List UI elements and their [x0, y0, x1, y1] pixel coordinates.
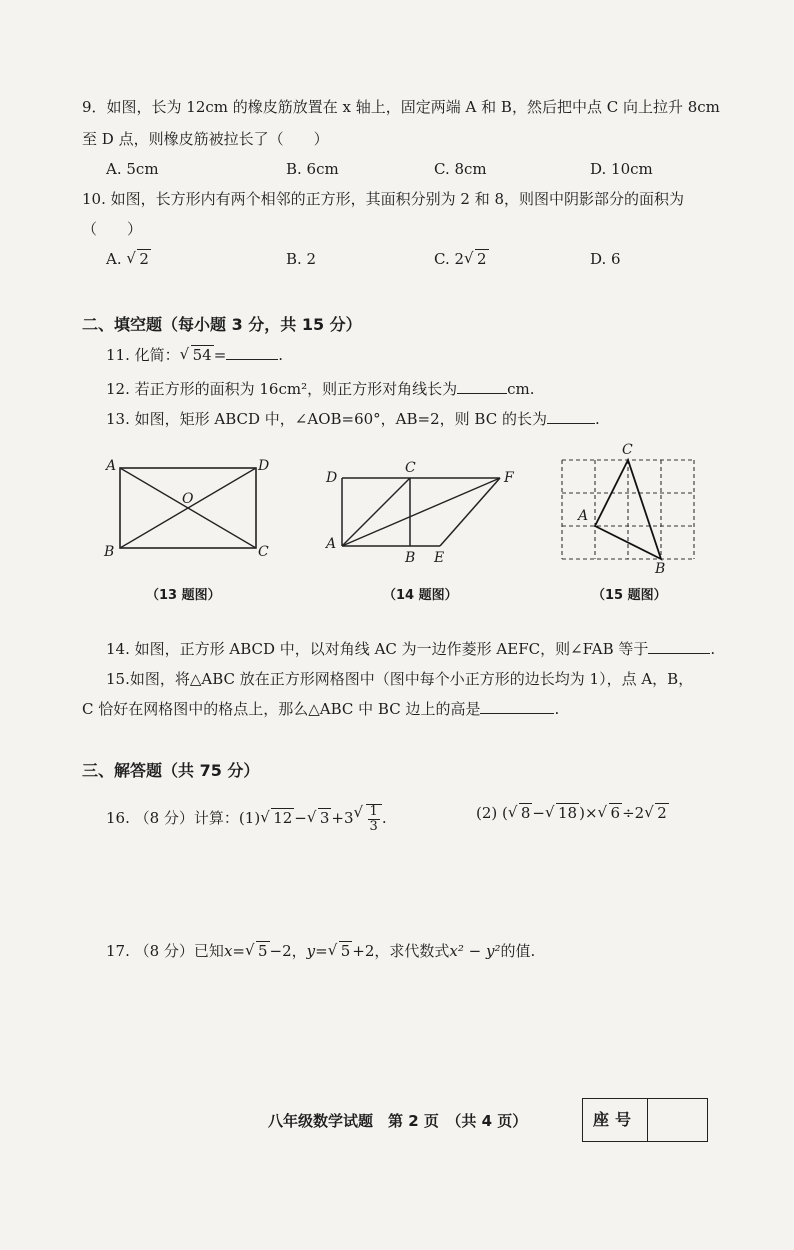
fig13-label-b: B [104, 544, 115, 560]
q9-option-b: B. 6cm [286, 160, 339, 178]
q15-line2: C 恰好在网格图中的格点上，那么△ABC 中 BC 边上的高是 . [82, 700, 560, 718]
q16-part2: (2) (√ 8 −√ 18 )×√ 6 ÷2√ 2 [476, 804, 669, 822]
section2-title: 二、填空题（每小题 3 分，共 15 分） [82, 315, 362, 334]
figure-15 [556, 440, 702, 576]
fig14-label-b: B [405, 550, 416, 566]
q12: 12. 若正方形的面积为 16cm²，则正方形对角线长为 cm. [106, 380, 535, 398]
q9-line2: 至 D 点，则橡皮筋被拉长了（ ） [82, 130, 329, 148]
q10-line2: （ ） [82, 220, 143, 238]
q10-option-c: C. 2√ 2 [434, 250, 489, 268]
fig14-label-c: C [405, 460, 416, 476]
figure-14 [322, 456, 532, 568]
q10-option-b: B. 2 [286, 250, 317, 268]
q16-part1: 16. （8 分）计算：(1)√ 12 −√ $3 +3√ \frac{1}{3}$. [106, 804, 387, 834]
q17: 17. （8 分）已知x=√ 5 −2，y=√ 5 +2，求代数式x² − y²的值. [106, 940, 535, 961]
page-footer: 八年级数学试题 第 2 页 （共 4 页） [268, 1112, 528, 1130]
seat-number-label: 座号 [583, 1099, 648, 1141]
fig15-label-b: B [655, 561, 666, 576]
q9-option-d: D. 10cm [590, 160, 653, 178]
figure-13 [96, 452, 286, 564]
fig14-label-a: A [326, 536, 337, 552]
fig13-caption: （13 题图） [146, 588, 221, 603]
fig15-label-c: C [622, 442, 633, 458]
q10-option-a: A. √ 2 [106, 250, 151, 268]
fig15-caption: （15 题图） [592, 588, 667, 603]
section3-title: 三、解答题（共 75 分） [82, 761, 260, 780]
q13: 13. 如图，矩形 ABCD 中，∠AOB=60°，AB=2，则 BC 的长为 . [106, 410, 600, 428]
q13-blank [547, 409, 595, 424]
q14: 14. 如图，正方形 ABCD 中，以对角线 AC 为一边作菱形 AEFC，则∠FAB 等于 . [106, 640, 716, 658]
fig13-label-c: C [258, 544, 269, 560]
q10-line1: 10. 如图，长方形内有两个相邻的正方形，其面积分别为 2 和 8，则图中阴影部分的面积为 [82, 190, 685, 208]
q10-option-d: D. 6 [590, 250, 621, 268]
fig14-caption: （14 题图） [383, 588, 458, 603]
fig13-label-a: A [106, 458, 117, 474]
seat-number-box [582, 1098, 708, 1142]
fig14-label-f: F [504, 470, 514, 486]
q14-blank [648, 639, 710, 654]
q9-option-c: C. 8cm [434, 160, 487, 178]
fig14-label-e: E [434, 550, 445, 566]
q9-option-a: A. 5cm [106, 160, 159, 178]
fig13-label-o: O [182, 491, 194, 507]
q15-blank [480, 699, 554, 714]
q15-line1: 15.如图，将△ABC 放在正方形网格图中（图中每个小正方形的边长均为 1），点 A，B， [106, 670, 694, 688]
fig15-label-a: A [578, 508, 589, 524]
q11: 11. 化简：√ 54 = . [106, 344, 283, 365]
q9-line1: 9．如图，长为 12cm 的橡皮筋放置在 x 轴上，固定两端 A 和 B，然后把中点 C 向上拉升 8cm [82, 98, 720, 116]
fig13-label-d: D [258, 458, 270, 474]
q12-blank [457, 379, 507, 394]
q11-blank [226, 345, 278, 360]
fig14-label-d: D [326, 470, 338, 486]
